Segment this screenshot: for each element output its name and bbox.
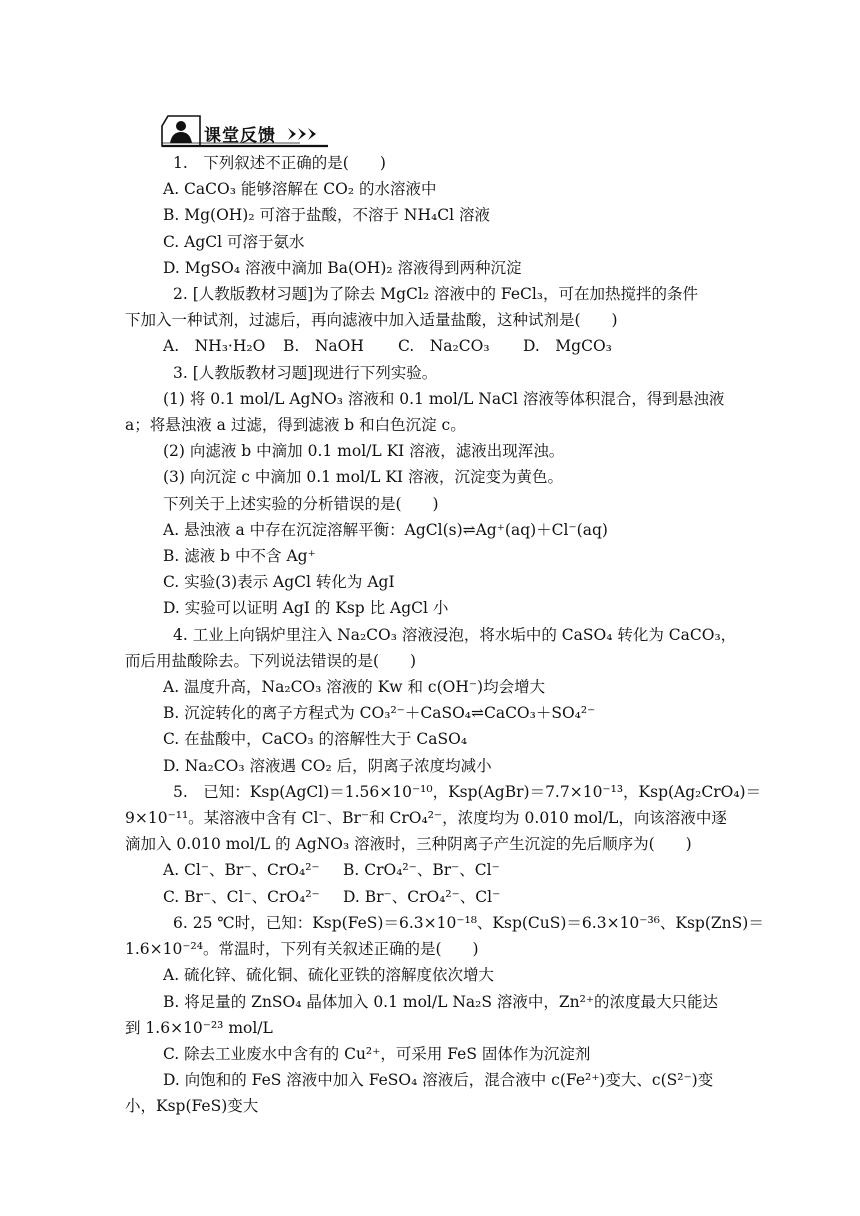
q1-option-c: C. AgCl 可溶于氨水 <box>163 232 305 251</box>
q4-option-a: A. 温度升高，Na₂CO₃ 溶液的 Kw 和 c(OH⁻)均会增大 <box>163 678 546 697</box>
q1-option-a: A. CaCO₃ 能够溶解在 CO₂ 的水溶液中 <box>163 180 437 199</box>
q2-option-d: D. MgCO₃ <box>523 337 612 356</box>
q6-option-d-line2: 小，Ksp(FeS)变大 <box>125 1097 259 1116</box>
banner-title: 课堂反馈 <box>204 126 276 146</box>
q2-option-b: B. NaOH <box>283 337 364 356</box>
q6-option-b-line2: 到 1.6×10⁻²³ mol/L <box>125 1018 273 1037</box>
q4-option-c: C. 在盐酸中，CaCO₃ 的溶解性大于 CaSO₄ <box>163 730 468 749</box>
q3-option-b: B. 滤液 b 中不含 Ag⁺ <box>163 547 316 566</box>
q6-stem-line2: 1.6×10⁻²⁴。常温时，下列有关叙述正确的是( ) <box>125 940 479 959</box>
q3-step1-line2: a；将悬浊液 a 过滤，得到滤液 b 和白色沉淀 c。 <box>125 416 466 435</box>
q4-option-d: D. Na₂CO₃ 溶液遇 CO₂ 后，阴离子浓度均减小 <box>163 756 492 775</box>
q3-option-a: A. 悬浊液 a 中存在沉淀溶解平衡：AgCl(s)⇌Ag⁺(aq)＋Cl⁻(aq) <box>163 520 608 539</box>
q3-stem: 3. [人教版教材习题]现进行下列实验。 <box>173 363 438 382</box>
q3-ask: 下列关于上述实验的分析错误的是( ) <box>163 494 439 513</box>
q2-options <box>125 333 740 359</box>
q5-options-row1 <box>125 857 740 883</box>
q1-option-b: B. Mg(OH)₂ 可溶于盐酸，不溶于 NH₄Cl 溶液 <box>163 206 490 225</box>
q5-option-b: B. CrO₄²⁻、Br⁻、Cl⁻ <box>343 861 500 880</box>
q2-stem-line1: 2. [人教版教材习题]为了除去 MgCl₂ 溶液中的 FeCl₃，可在加热搅拌的条件 <box>173 285 699 304</box>
q3-step3: (3) 向沉淀 c 中滴加 0.1 mol/L KI 溶液，沉淀变为黄色。 <box>163 468 563 487</box>
q3-step2: (2) 向滤液 b 中滴加 0.1 mol/L KI 溶液，滤液出现浑浊。 <box>163 442 565 461</box>
q3-option-d: D. 实验可以证明 AgI 的 Ksp 比 AgCl 小 <box>163 599 449 618</box>
q5-stem-line3: 滴加入 0.010 mol/L 的 AgNO₃ 溶液时，三种阴离子产生沉淀的先后顺序为( ) <box>125 835 692 854</box>
q3-option-c: C. 实验(3)表示 AgCl 转化为 AgI <box>163 573 395 592</box>
q5-stem-line2: 9×10⁻¹¹。某溶液中含有 Cl⁻、Br⁻和 CrO₄²⁻，浓度均为 0.010 mol/L，向该溶液中逐 <box>125 809 727 828</box>
q6-option-b-line1: B. 将足量的 ZnSO₄ 晶体加入 0.1 mol/L Na₂S 溶液中，Zn²⁺的浓度最大只能达 <box>163 992 719 1011</box>
q3-step1-line1: (1) 将 0.1 mol/L AgNO₃ 溶液和 0.1 mol/L NaCl 溶液等体积混合，得到悬浊液 <box>163 389 725 408</box>
q2-stem-line2: 下加入一种试剂，过滤后，再向滤液中加入适量盐酸，这种试剂是( ) <box>125 311 618 330</box>
q6-stem-line1: 6. 25 ℃时，已知：Ksp(FeS)＝6.3×10⁻¹⁸、Ksp(CuS)＝6.3×10⁻³⁶、Ksp(ZnS)＝ <box>173 913 764 932</box>
q4-stem-line1: 4. 工业上向锅炉里注入 Na₂CO₃ 溶液浸泡，将水垢中的 CaSO₄ 转化为 CaCO₃， <box>173 625 737 644</box>
q6-option-c: C. 除去工业废水中含有的 Cu²⁺，可采用 FeS 固体作为沉淀剂 <box>163 1044 591 1063</box>
person-icon <box>170 121 192 143</box>
section-banner <box>160 114 330 148</box>
q6-option-a: A. 硫化锌、硫化铜、硫化亚铁的溶解度依次增大 <box>163 966 495 985</box>
q1-stem: 1. 下列叙述不正确的是( ) <box>173 154 386 172</box>
q4-stem-line2: 而后用盐酸除去。下列说法错误的是( ) <box>125 651 417 670</box>
q4-option-b: B. 沉淀转化的离子方程式为 CO₃²⁻＋CaSO₄⇌CaCO₃＋SO₄²⁻ <box>163 704 596 723</box>
q2-option-c: C. Na₂CO₃ <box>398 337 490 356</box>
q5-stem-line1: 5. 已知：Ksp(AgCl)＝1.56×10⁻¹⁰，Ksp(AgBr)＝7.7×10⁻¹³，Ksp(Ag₂CrO₄)＝ <box>173 782 762 801</box>
q5-options-row2 <box>125 884 740 910</box>
q5-option-d: D. Br⁻、CrO₄²⁻、Cl⁻ <box>343 887 501 906</box>
q6-option-d-line1: D. 向饱和的 FeS 溶液中加入 FeSO₄ 溶液后，混合液中 c(Fe²⁺)变大、c(S²⁻)变 <box>163 1071 714 1090</box>
q1-option-d: D. MgSO₄ 溶液中滴加 Ba(OH)₂ 溶液得到两种沉淀 <box>163 258 522 277</box>
q5-option-a: A. Cl⁻、Br⁻、CrO₄²⁻ <box>163 861 320 880</box>
q2-option-a: A. NH₃·H₂O <box>163 337 266 356</box>
question-list <box>125 150 764 1120</box>
q5-option-c: C. Br⁻、Cl⁻、CrO₄²⁻ <box>163 887 320 906</box>
